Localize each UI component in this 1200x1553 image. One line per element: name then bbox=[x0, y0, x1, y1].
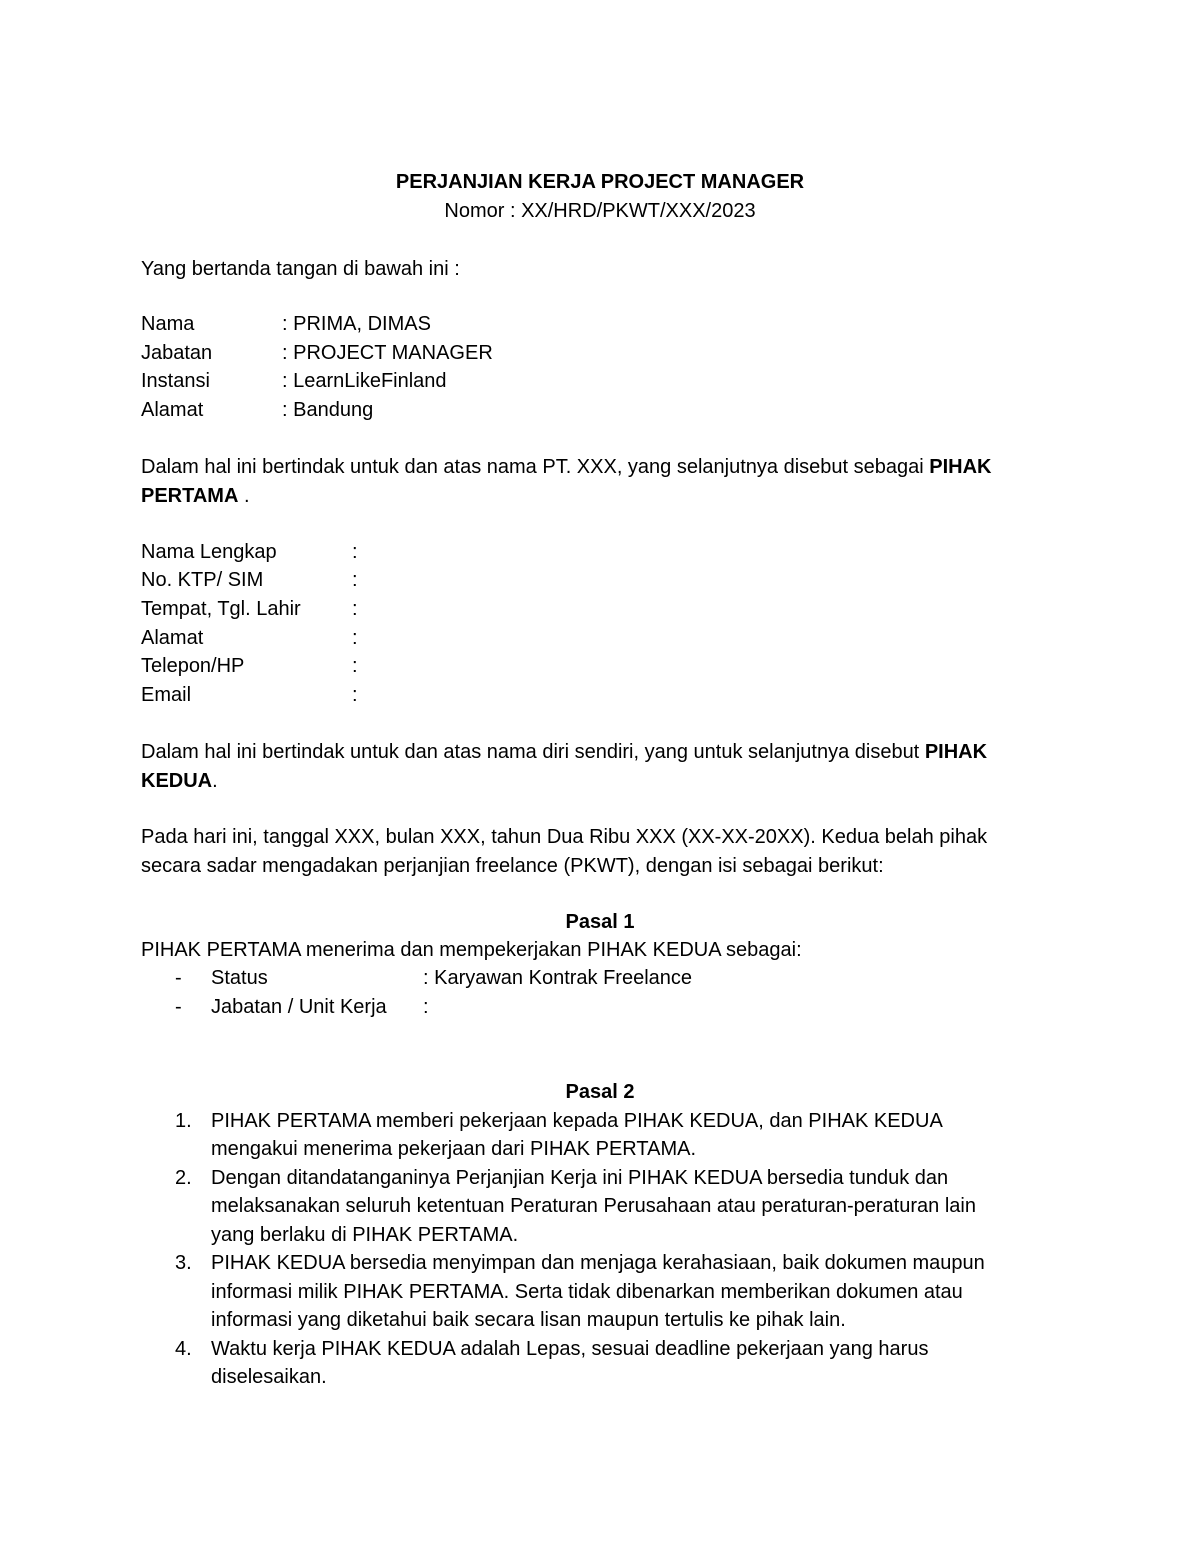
item-number: 4. bbox=[175, 1338, 192, 1360]
party2-statement-line2 bbox=[141, 767, 218, 796]
bullet-dash: - bbox=[175, 967, 182, 989]
field-value: : LearnLikeFinland bbox=[282, 370, 447, 392]
item-text: melaksanakan seluruh ketentuan Peraturan Perusahaan atau peraturan-peraturan lain bbox=[211, 1195, 976, 1217]
item-label: Jabatan / Unit Kerja bbox=[211, 996, 387, 1018]
field-value: : bbox=[352, 684, 358, 706]
party-name-bold: KEDUA bbox=[141, 770, 213, 792]
item-text: Waktu kerja PIHAK KEDUA adalah Lepas, sesuai deadline pekerjaan yang harus bbox=[211, 1338, 929, 1360]
item-number: 1. bbox=[175, 1110, 192, 1132]
field-label: Jabatan bbox=[141, 342, 213, 364]
agreement-line2: secara sadar mengadakan perjanjian freelance (PKWT), dengan isi sebagai berikut: bbox=[141, 855, 884, 877]
item-text: diselesaikan. bbox=[211, 1366, 327, 1388]
item-value: : bbox=[423, 996, 429, 1018]
item-number: 3. bbox=[175, 1252, 192, 1274]
bullet-dash: - bbox=[175, 996, 182, 1018]
item-text: yang berlaku di PIHAK PERTAMA. bbox=[211, 1224, 519, 1246]
item-text: informasi milik PIHAK PERTAMA. Serta tidak dibenarkan memberikan dokumen atau bbox=[211, 1281, 963, 1303]
field-value: : bbox=[352, 627, 358, 649]
pasal1-text: PIHAK PERTAMA menerima dan mempekerjakan PIHAK KEDUA sebagai: bbox=[141, 939, 802, 961]
item-text: PIHAK KEDUA bersedia menyimpan dan menjaga kerahasiaan, baik dokumen maupun bbox=[211, 1252, 985, 1274]
field-value: : bbox=[352, 541, 358, 563]
field-value: : bbox=[352, 598, 358, 620]
field-value: : bbox=[352, 569, 358, 591]
statement-text: Dalam hal ini bertindak untuk dan atas nama PT. XXX, yang selanjutnya disebut sebagai bbox=[141, 456, 930, 478]
party2-statement-line1 bbox=[141, 738, 987, 767]
field-value: : PROJECT MANAGER bbox=[282, 342, 493, 364]
field-label: Instansi bbox=[141, 370, 210, 392]
pasal1-title: Pasal 1 bbox=[565, 911, 635, 933]
field-value: : bbox=[352, 655, 358, 677]
field-label: Alamat bbox=[141, 399, 204, 421]
pasal2-title: Pasal 2 bbox=[565, 1081, 635, 1103]
field-label: Tempat, Tgl. Lahir bbox=[141, 598, 301, 620]
party-name-bold: PIHAK bbox=[924, 741, 988, 763]
field-label: Email bbox=[141, 684, 192, 706]
item-text: informasi yang diketahui baik secara lisan maupun tertulis ke pihak lain. bbox=[211, 1309, 846, 1331]
field-label: No. KTP/ SIM bbox=[141, 569, 264, 591]
field-value: : Bandung bbox=[282, 399, 374, 421]
document-number: Nomor : XX/HRD/PKWT/XXX/2023 bbox=[444, 200, 756, 222]
agreement-line1: Pada hari ini, tanggal XXX, bulan XXX, tahun Dua Ribu XXX (XX-XX-20XX). Kedua belah pihak bbox=[141, 826, 988, 848]
item-value: : Karyawan Kontrak Freelance bbox=[423, 967, 693, 989]
party-name-bold: PIHAK bbox=[929, 456, 992, 478]
party1-statement-line1 bbox=[141, 453, 992, 482]
item-text: Dengan ditandatanganinya Perjanjian Kerja ini PIHAK KEDUA bersedia tunduk dan bbox=[211, 1167, 949, 1189]
party-name-bold: PERTAMA bbox=[141, 485, 239, 507]
item-label: Status bbox=[211, 967, 268, 989]
item-number: 2. bbox=[175, 1167, 192, 1189]
item-text: PIHAK PERTAMA memberi pekerjaan kepada PIHAK KEDUA, dan PIHAK KEDUA bbox=[211, 1110, 943, 1132]
field-value: : PRIMA, DIMAS bbox=[282, 313, 431, 335]
statement-end: . bbox=[212, 770, 218, 792]
item-text: mengakui menerima pekerjaan dari PIHAK PERTAMA. bbox=[211, 1138, 697, 1160]
party1-statement-line2 bbox=[141, 482, 250, 511]
document-title: PERJANJIAN KERJA PROJECT MANAGER bbox=[395, 171, 805, 193]
statement-text: Dalam hal ini bertindak untuk dan atas nama diri sendiri, yang untuk selanjutnya disebut bbox=[141, 741, 925, 763]
statement-end: . bbox=[243, 485, 250, 507]
field-label: Nama bbox=[141, 313, 195, 335]
intro-text: Yang bertanda tangan di bawah ini : bbox=[141, 258, 460, 280]
field-label: Nama Lengkap bbox=[141, 541, 277, 563]
field-label: Alamat bbox=[141, 627, 204, 649]
field-label: Telepon/HP bbox=[141, 655, 245, 677]
